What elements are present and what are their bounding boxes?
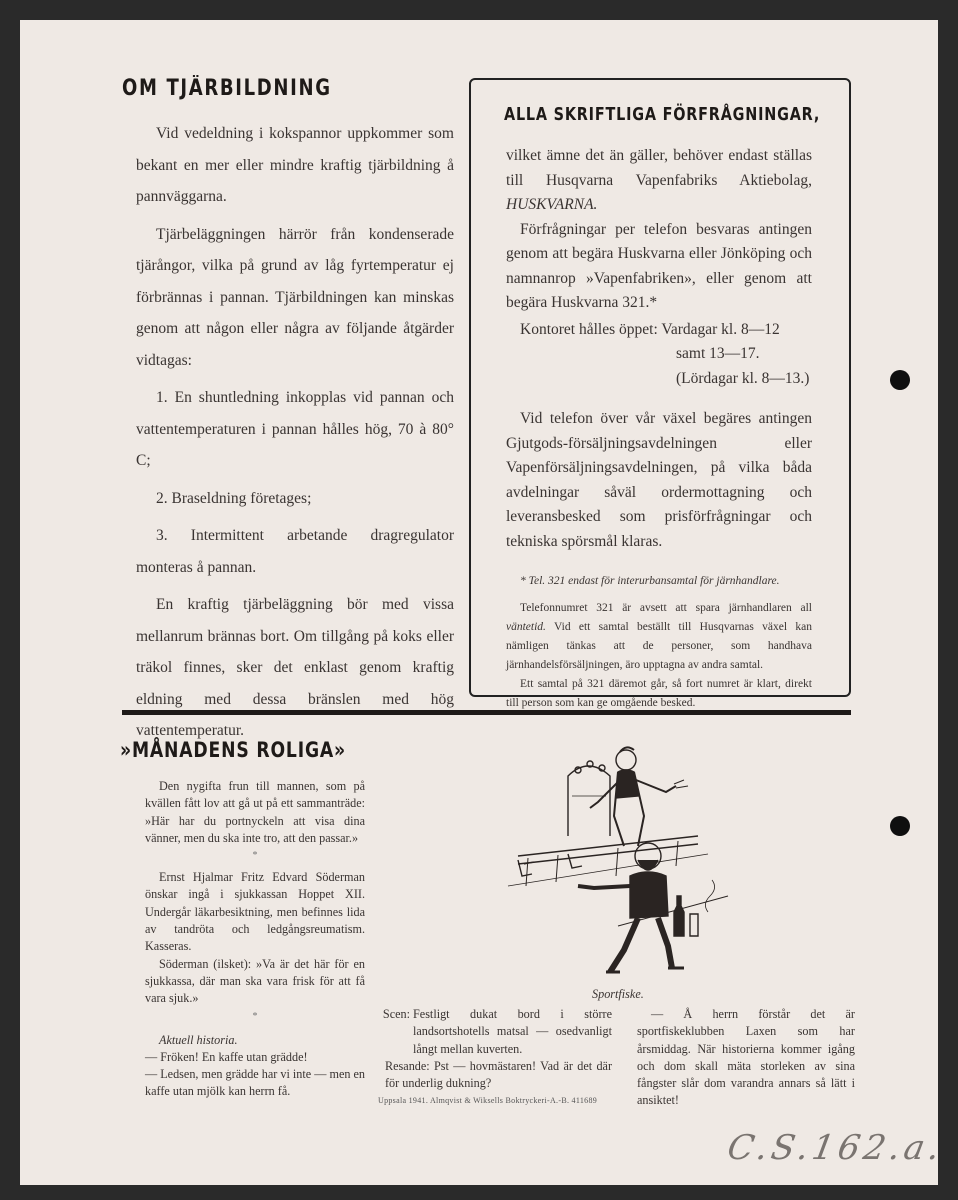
footnote-italic: väntetid. bbox=[506, 621, 546, 633]
footnote-detail bbox=[506, 599, 812, 675]
inquiry-text: vilket ämne det än gäller, behöver endast ställas till Husqvarna Vapenfabriks Aktiebolag, bbox=[506, 147, 812, 189]
article-list-item: 1. En shuntledning inkopplas vid pannan och vattentemperaturen i pannan hålles hög, 70 à 80° C; bbox=[136, 389, 454, 469]
joke-1: Den nygifta frun till mannen, som på kvällen fått lov att gå ut på ett sammanträde: »Här har du portnyckeln att visa dina vänner, men du ska inte tro, att den passar.» bbox=[145, 779, 365, 845]
company-city: HUSKVARNA. bbox=[506, 196, 598, 213]
article-title: OM TJÄRBILDNING bbox=[122, 76, 332, 101]
inquiry-body bbox=[506, 144, 812, 713]
roliga-title: »MÅNADENS ROLIGA» bbox=[120, 738, 346, 762]
scene-text: Festligt dukat bord i större landsortshotells matsal — osedvanligt långt mellan kuverten. bbox=[413, 1007, 612, 1056]
resande-label: Resande: bbox=[385, 1058, 430, 1073]
punch-hole bbox=[890, 370, 910, 390]
printer-imprint: Uppsala 1941. Almqvist & Wiksells Boktryckeri-A.-B. 411689 bbox=[378, 1096, 598, 1105]
article-list-item: 3. Intermittent arbetande dragregulator monteras å pannan. bbox=[136, 527, 454, 576]
footnote-text: Telefonnumret 321 är avsett att spara järnhandlaren all bbox=[520, 602, 812, 614]
roliga-column bbox=[145, 778, 365, 1101]
office-hours-afternoon: samt 13—17. bbox=[676, 345, 760, 362]
inquiry-paragraph bbox=[506, 144, 812, 218]
joke-3-title: Aktuell historia. bbox=[159, 1032, 238, 1047]
joke-separator: * bbox=[252, 1010, 258, 1022]
scene-label: Scen: bbox=[382, 1007, 410, 1021]
joke-separator: * bbox=[252, 850, 258, 862]
footnote-detail-2: Ett samtal på 321 däremot går, så fort numret är klart, direkt till person som kan ge omgående besked. bbox=[506, 678, 812, 709]
punch-hole bbox=[890, 816, 910, 836]
cartoon-caption-title: Sportfiske. bbox=[592, 987, 644, 1001]
footnote-text-cont: Vid ett samtal beställt till Husqvarnas växel kan nämligen tänkas att de personer, som handhava järnhandelsförsäljningen, äro upptagna av andra samtal. bbox=[506, 621, 812, 671]
cartoon-punchline: — Å herrn förstår det är sportfiskeklubben Laxen som har årsmiddag. När historierna kommer igång och dom skall mäta storleken av sina fångster slår dom varandra annars så lätt i ansiktet! bbox=[637, 1007, 855, 1108]
cartoon-illustration bbox=[498, 736, 748, 976]
scene-line bbox=[368, 1006, 628, 1058]
resande-text: Pst — hovmästaren! Vad är det där för underlig dukning? bbox=[385, 1058, 613, 1091]
joke-2a: Ernst Hjalmar Fritz Edvard Söderman önskar ingå i sjukkassan Hoppet XII. Undergår läkarbesiktning, men befinnes lida av tandröta och ledgångsreumatism. Kasseras. bbox=[145, 870, 365, 954]
section-divider bbox=[122, 710, 851, 715]
office-hours bbox=[506, 318, 812, 343]
switchboard-paragraph: Vid telefon över vår växel begäres antingen Gjutgods-försäljningsavdelningen eller Vapenförsäljningsavdelningen, på vilka båda avdelningar såväl ordermottagning och leveransbesked som prisförfrågningar och tekniska spörsmål klaras. bbox=[506, 410, 812, 550]
handwritten-catalog-number: C.S.162.a. bbox=[724, 1128, 947, 1168]
inquiry-title: ALLA SKRIFTLIGA FÖRFRÅGNINGAR, bbox=[504, 104, 821, 125]
article-paragraph: Vid vedeldning i kokspannor uppkommer som bekant en mer eller mindre kraftig tjärbildning å pannväggarna. bbox=[136, 125, 454, 205]
joke-3-line-2: — Ledsen, men grädde har vi inte — men en kaffe utan mjölk kan herrn få. bbox=[145, 1067, 365, 1099]
article-paragraph: En kraftig tjärbeläggning bör med vissa mellanrum brännas bort. Om tillgång på koks eller träkol finnes, sker det enklast genom kraftig eldning med dessa bränslen med hög vattentemperatur. bbox=[136, 596, 454, 739]
article-paragraph: Tjärbeläggningen härrör från kondenserade tjärångor, vilka på grund av låg fyrtemperatur ej förbrännas i pannan. Tjärbildningen kan minskas genom att någon eller några av följande åtgärder vidtagas: bbox=[136, 225, 454, 369]
document-page bbox=[20, 20, 947, 1185]
office-hours-saturday: (Lördagar kl. 8—13.) bbox=[676, 369, 810, 387]
cartoon-scene bbox=[368, 1006, 628, 1092]
footnote: * Tel. 321 endast för interurbansamtal för järnhandlare. bbox=[520, 575, 780, 587]
article-body bbox=[136, 118, 454, 753]
phone-paragraph: Förfrågningar per telefon besvaras antingen genom att begära Huskvarna eller Jönköping och namnanrop »Vapenfabriken», eller genom att begära Huskvarna 321.* bbox=[506, 220, 812, 311]
joke-3-line-1: — Fröken! En kaffe utan grädde! bbox=[145, 1049, 308, 1064]
joke-2b: Söderman (ilsket): »Va är det här för en sjukkassa, där man ska vara frisk för att få vara sjuk.» bbox=[145, 956, 365, 1006]
article-list-item: 2. Braseldning företages; bbox=[156, 489, 312, 507]
resande-line bbox=[368, 1058, 628, 1093]
office-hours-weekdays: Vardagar kl. 8—12 bbox=[661, 320, 780, 338]
office-hours-label: Kontoret hålles öppet: bbox=[520, 320, 658, 338]
